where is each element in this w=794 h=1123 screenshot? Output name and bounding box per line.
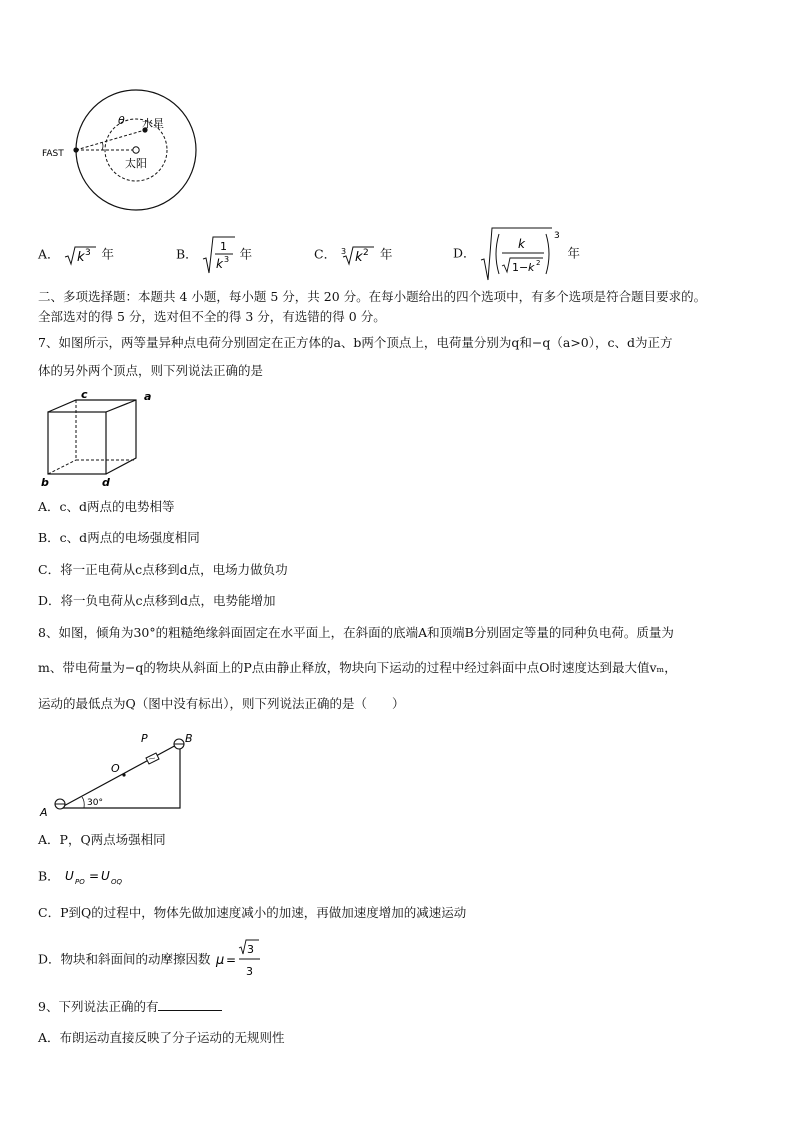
svg-text:=: =: [225, 953, 236, 967]
q7-option-d: D．将一负电荷从c点移到d点，电势能增加: [38, 593, 276, 608]
svg-text:k: k: [76, 250, 85, 265]
orbit-figure: [40, 86, 210, 216]
answer-blank[interactable]: [158, 998, 222, 1011]
label-a: A: [40, 806, 48, 819]
q6-d-formula: [480, 226, 564, 282]
svg-text:k: k: [527, 261, 534, 274]
q9-stem-text: 9、下列说法正确的有: [38, 999, 159, 1014]
q7-option-a: A．c、d两点的电势相等: [38, 499, 175, 514]
svg-text:3: 3: [245, 965, 253, 978]
q8-stem-line3: 运动的最低点为Q（图中没有标出），则下列说法正确的是（ ）: [38, 696, 405, 711]
option-unit: 年: [101, 246, 115, 262]
option-unit: 年: [380, 246, 393, 262]
sun-point: [133, 147, 139, 153]
svg-text:k: k: [215, 257, 223, 271]
option-text: D．物块和斜面间的动摩擦因数: [38, 951, 211, 967]
svg-text:2: 2: [535, 259, 540, 267]
q6-c-formula: [340, 244, 376, 266]
q6-option-a: [38, 244, 114, 266]
theta-label: θ: [118, 114, 125, 127]
fast-label: FAST: [42, 149, 64, 159]
label-p: P: [141, 732, 148, 745]
svg-text:1−: 1−: [511, 261, 528, 274]
cube-label-b: b: [41, 476, 49, 488]
theta-arc: [102, 142, 103, 150]
svg-text:μ: μ: [215, 953, 224, 968]
option-letter: B．: [38, 868, 60, 884]
option-letter: B．: [176, 246, 198, 262]
svg-text:3: 3: [223, 255, 229, 264]
q6-option-b: [176, 235, 252, 275]
svg-text:k: k: [355, 250, 363, 265]
q8-option-c: C．P到Q的过程中，物体先做加速度减小的加速，再做加速度增加的减速运动: [38, 905, 467, 920]
q8-option-b: [38, 866, 136, 888]
option-letter: C．: [314, 246, 337, 262]
cube-label-c: c: [81, 388, 88, 401]
svg-text:k: k: [517, 237, 525, 251]
q8-option-d: [38, 938, 265, 982]
option-unit: 年: [239, 246, 253, 262]
q8-stem-line2: m、带电荷量为−q的物块从斜面上的P点由静止释放，物块向下运动的过程中经过斜面中点O时速度达到最大值vₘ，: [38, 660, 677, 675]
svg-text:1: 1: [219, 240, 227, 253]
q6-a-formula: [64, 244, 98, 266]
option-unit: 年: [567, 245, 581, 261]
q7-stem-line2: 体的另外两个顶点，则下列说法正确的是: [38, 363, 264, 378]
svg-text:3: 3: [84, 248, 91, 258]
q7-option-b: B．c、d两点的电场强度相同: [38, 530, 200, 545]
option-letter: A．: [38, 246, 60, 262]
q9-option-a: A．布朗运动直接反映了分子运动的无规则性: [38, 1030, 285, 1045]
q7-stem-line1: 7、如图所示，两等量异种点电荷分别固定在正方体的a、b两个顶点上，电荷量分别为q和−q（a>0），c、d为正方: [38, 335, 673, 350]
mercury-label: 水星: [142, 117, 164, 130]
q8-b-formula: [64, 866, 136, 888]
section2-line2: 全部选对的得 5 分，选对但不全的得 3 分，有选错的得 0 分。: [38, 309, 386, 324]
q8-option-a: A．P，Q两点场强相同: [38, 832, 166, 847]
section2-line1: 二、多项选择题：本题共 4 小题，每小题 5 分，共 20 分。在每小题给出的四个选项中，有多个选项是符合题目要求的。: [38, 289, 707, 304]
label-o: O: [111, 762, 120, 775]
q8-d-formula: [215, 938, 265, 982]
q8-stem-line1: 8、如图，倾角为30°的粗糙绝缘斜面固定在水平面上，在斜面的底端A和顶端B分别固定等量的同种负电荷。质量为: [38, 625, 674, 640]
svg-text:PO: PO: [74, 878, 85, 886]
q6-option-c: [314, 244, 393, 266]
sun-label: 太阳: [125, 157, 147, 170]
svg-text:=: =: [88, 869, 99, 883]
q6-option-d: [453, 226, 580, 282]
incline-figure: [38, 728, 198, 820]
cube-figure: [38, 388, 158, 488]
svg-text:3: 3: [246, 943, 254, 956]
svg-text:U: U: [100, 869, 110, 883]
q7-option-c: C．将一正电荷从c点移到d点，电场力做负功: [38, 562, 288, 577]
option-letter: D．: [453, 245, 476, 261]
point-o: [122, 773, 125, 776]
cube-label-d: d: [102, 476, 110, 488]
svg-text:OQ: OQ: [110, 878, 122, 886]
svg-text:2: 2: [363, 248, 369, 258]
svg-text:3: 3: [553, 231, 560, 241]
label-angle: 30°: [87, 798, 103, 808]
svg-text:U: U: [64, 869, 74, 883]
q9-stem: [38, 998, 222, 1016]
cube-label-a: a: [144, 390, 152, 403]
svg-text:3: 3: [341, 247, 347, 256]
q6-b-formula: [202, 235, 236, 275]
label-b: B: [185, 732, 193, 745]
